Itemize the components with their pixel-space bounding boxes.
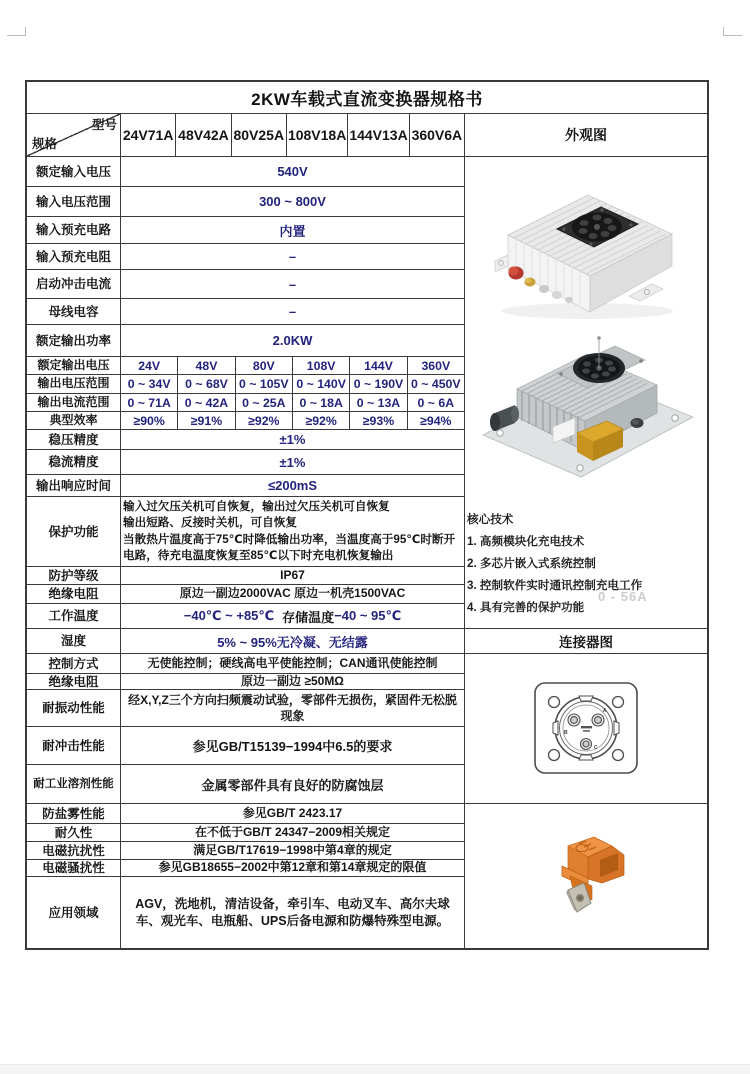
svg-text:B: B [564,729,568,736]
model-value: 80V [236,357,293,374]
protection-line: 输入过欠压关机可自恢复，输出过欠压关机可自恢复 [123,499,390,513]
header-model-label: 型号 [91,118,117,132]
orange-connector-cell [465,803,707,948]
table-row [27,584,464,603]
row-value: 金属零部件具有良好的防腐蚀层 [201,777,384,793]
row-value: 300 ~ 800V [259,194,326,209]
model-header-48v42a: 48V42A [176,114,231,156]
table-row [27,243,464,269]
page-corner-mark-left [7,27,26,36]
spec-table [25,80,709,950]
product-photo-top [481,173,693,325]
model-value: 0 ~ 18A [293,394,350,411]
table-row-per-model [27,356,464,374]
row-label: 输出响应时间 [27,475,121,496]
model-value: 0 ~ 6A [417,395,455,410]
model-header-360v6a: 360V6A [411,126,463,143]
table-row [27,566,464,584]
table-row-application [27,876,464,948]
model-value: 0 ~ 68V [178,375,235,393]
table-row-per-model [27,411,464,429]
row-value: – [288,249,297,264]
model-value: 48V [178,357,235,374]
table-body [27,113,707,948]
row-label: 耐振动性能 [27,690,121,726]
row-label: 绝缘电阻 [27,585,121,603]
table-row [27,216,464,243]
row-label: 稳压精度 [27,430,121,449]
row-label: 输入预充电阻 [27,244,121,269]
page-corner-mark-right [723,27,742,36]
row-value: 经X,Y,Z三个方向扫频震动试验，零部件无损伤，紧固件无松脱现象 [128,692,457,723]
table-row [27,673,464,689]
model-value: 0 ~ 140V [293,375,350,393]
row-label: 耐冲击性能 [27,727,121,764]
row-value: 参见GB/T15139−1994中6.5的要求 [192,739,393,754]
svg-text:A: A [603,707,607,714]
core-tech-item: 1. 高频模块化充电技术 [467,535,585,548]
model-header-144v13a: 144V13A [348,114,409,156]
watermark-text: 0 - 56A [598,589,648,604]
row-label: 电磁抗扰性 [27,842,121,859]
row-value: 参见GB18655−2002中第12章和第14章规定的限值 [158,860,427,875]
protection-text [121,497,464,566]
row-value: 内置 [279,223,306,239]
core-tech-title: 核心技术 [467,513,514,526]
model-header-80v25a: 80V25A [232,114,287,156]
row-value: ±1% [279,432,306,447]
table-row [27,324,464,356]
table-row [27,186,464,216]
page-bottom-edge [0,1064,750,1074]
model-value: 0 ~ 42A [178,394,235,411]
row-value: 原边一副边 ≥50MΩ [241,673,344,688]
row-value [121,604,464,628]
table-row-per-model [27,374,464,393]
diagonal-header-cell [27,114,121,156]
table-row [27,841,464,859]
model-value: ≥91% [178,412,235,429]
connector-header: 连接器图 [465,628,707,653]
product-photo-bottom [469,327,705,487]
storage-temp-label: 存储温度 [282,609,335,625]
table-row-per-model [27,393,464,411]
row-value: 540V [277,164,308,179]
storage-temp-range: −40 ~ 95℃ [334,608,402,623]
protection-line: 输出短路、反接时关机，可自恢复 [123,516,297,529]
model-value: ≥92% [236,412,293,429]
appearance-header: 外观图 [565,127,607,143]
row-value: AGV，洗地机，清洁设备，牵引车、电动叉车、高尔夫球车、观光车、电瓶船、UPS后备电源和防爆特殊型电源。 [135,896,450,928]
row-label: 稳流精度 [27,450,121,474]
row-label: 额定输出功率 [27,325,121,356]
table-row [27,298,464,324]
row-value: – [288,276,297,292]
model-value: 108V [293,357,350,374]
row-label: 母线电容 [27,299,121,324]
row-label: 额定输出电压 [27,357,121,374]
row-value: ±1% [279,454,306,470]
core-tech-item: 3. 控制软件实时通讯控制充电工作 [467,579,643,592]
row-value: 参见GB/T 2423.17 [242,805,343,820]
svg-text:C: C [594,744,598,751]
header-spec-label: 规格 [32,137,58,151]
orange-connector-photo [538,832,634,932]
table-row-work-temp [27,603,464,628]
row-label: 输入电压范围 [27,187,121,216]
model-value: 0 ~ 450V [411,377,461,391]
model-value: 144V [350,357,407,374]
right-panel [465,114,707,948]
model-value: 0 ~ 25A [236,394,293,411]
table-row [27,726,464,764]
row-value: 5% ~ 95%无冷凝、无结露 [217,634,368,650]
table-row [27,156,464,186]
row-label: 工作温度 [27,604,121,628]
model-value: ≥93% [350,412,407,429]
row-value: 在不低于GB/T 24347−2009相关规定 [194,824,391,839]
table-row [27,653,464,673]
model-value: ≥92% [293,412,350,429]
model-value: 0 ~ 34V [121,375,178,393]
model-header-108v18a: 108V18A [287,114,348,156]
table-row [27,474,464,496]
connector-drawing-cell [465,653,707,803]
model-value: 0 ~ 105V [236,375,293,393]
row-label: 输出电压范围 [27,375,121,393]
row-label: 绝缘电阻 [27,674,121,689]
protection-line: 当散热片温度高于75℃时降低输出功率，当温度高于95℃时断开电路，待充电温度恢复至85℃以下时充电机恢复输出 [123,532,456,562]
core-tech-item: 4. 具有完善的保护功能 [467,601,585,614]
table-row [27,269,464,298]
row-label: 典型效率 [27,412,121,429]
row-label: 电磁骚扰性 [27,860,121,876]
table-row [27,628,464,653]
table-row [27,689,464,726]
appearance-cell [465,156,707,628]
row-value: IP67 [280,567,305,582]
row-label: 额定输入电压 [27,157,121,186]
row-label: 保护功能 [27,497,121,566]
model-header-row [27,114,464,156]
model-value: ≥94% [420,413,452,428]
row-label: 应用领域 [27,877,121,948]
row-label: 耐工业溶剂性能 [27,765,121,803]
row-label: 防护等级 [27,567,121,584]
work-temp-range: −40℃ ~ +85℃ [183,608,275,623]
row-label: 输入预充电路 [27,217,121,243]
row-value: 无使能控制；硬线高电平使能控制；CAN通讯使能控制 [147,655,438,670]
model-value: 24V [121,357,178,374]
row-label: 输出电流范围 [27,394,121,411]
model-value: 0 ~ 71A [121,394,178,411]
table-row [27,764,464,803]
row-label: 防盐雾性能 [27,804,121,823]
model-value: 0 ~ 13A [350,394,407,411]
table-row [27,449,464,474]
table-row-protection [27,496,464,566]
model-value: ≥90% [121,412,178,429]
spec-grid [27,114,465,948]
row-label: 控制方式 [27,654,121,673]
row-value: – [288,304,297,319]
page-title: 2KW车载式直流变换器规格书 [251,90,483,109]
row-value: 满足GB/T17619−1998中第4章的规定 [193,842,392,857]
table-row [27,429,464,449]
model-header-24v71a: 24V71A [121,114,176,156]
row-value: 2.0KW [272,333,313,348]
table-row [27,803,464,823]
row-label: 湿度 [27,629,121,653]
table-row [27,823,464,841]
core-tech-item: 2. 多芯片嵌入式系统控制 [467,557,596,570]
row-label: 启动冲击电流 [27,270,121,298]
connector-drawing [531,679,641,779]
row-value: 原边一副边2000VAC 原边一机壳1500VAC [179,586,406,601]
table-row [27,859,464,876]
model-value: 360V [421,358,451,373]
row-label: 耐久性 [27,824,121,841]
row-value: ≤200mS [267,478,318,493]
model-value: 0 ~ 190V [350,375,407,393]
